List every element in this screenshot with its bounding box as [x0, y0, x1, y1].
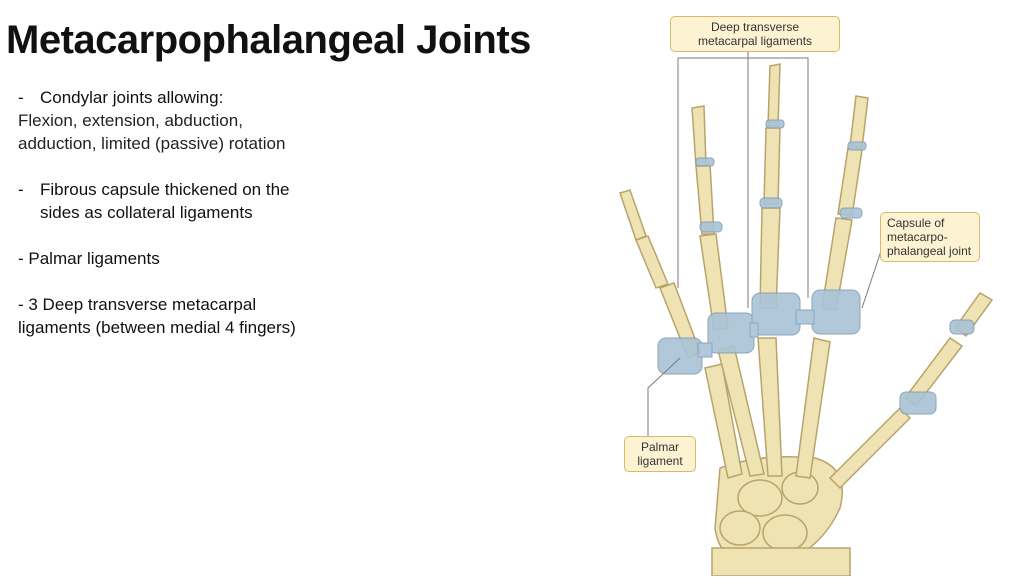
callout-line: metacarpo- [887, 230, 948, 244]
bullet-line: Fibrous capsule thickened on the [40, 180, 290, 199]
bullet-marker: - [18, 180, 24, 199]
bullet-line: ligaments (between medial 4 fingers) [18, 318, 296, 337]
bullet-lead: Condylar joints allowing: [40, 88, 224, 107]
bullet-line: sides as collateral ligaments [40, 203, 253, 222]
bullet-palmar-ligaments: - Palmar ligaments [18, 249, 160, 268]
callout-palmar-ligament [624, 436, 696, 472]
hand-illustration [600, 8, 1024, 576]
bullet-marker: - [18, 88, 24, 107]
bullet-condylar [18, 86, 378, 109]
bullet-deep-transverse: - 3 Deep transverse metacarpal [18, 295, 257, 314]
hand-bones-drawing [600, 8, 1024, 576]
bullet-fibrous-capsule [18, 178, 378, 201]
callout-line: Deep transverse [710, 20, 800, 34]
callout-capsule [880, 212, 980, 262]
callout-deep-transverse [670, 16, 840, 52]
callout-line: ligament [637, 454, 683, 468]
callout-line: metacarpal ligaments [697, 34, 813, 48]
callout-line: Palmar [640, 440, 679, 454]
bullet-movements: Flexion, extension, abduction, adduction, limited (passive) rotation [18, 111, 286, 153]
bullet-list [18, 86, 378, 339]
callout-line: Capsule of [887, 216, 945, 230]
page-title: Metacarpophalangeal Joints [6, 18, 531, 62]
callout-line: phalangeal joint [887, 244, 972, 258]
